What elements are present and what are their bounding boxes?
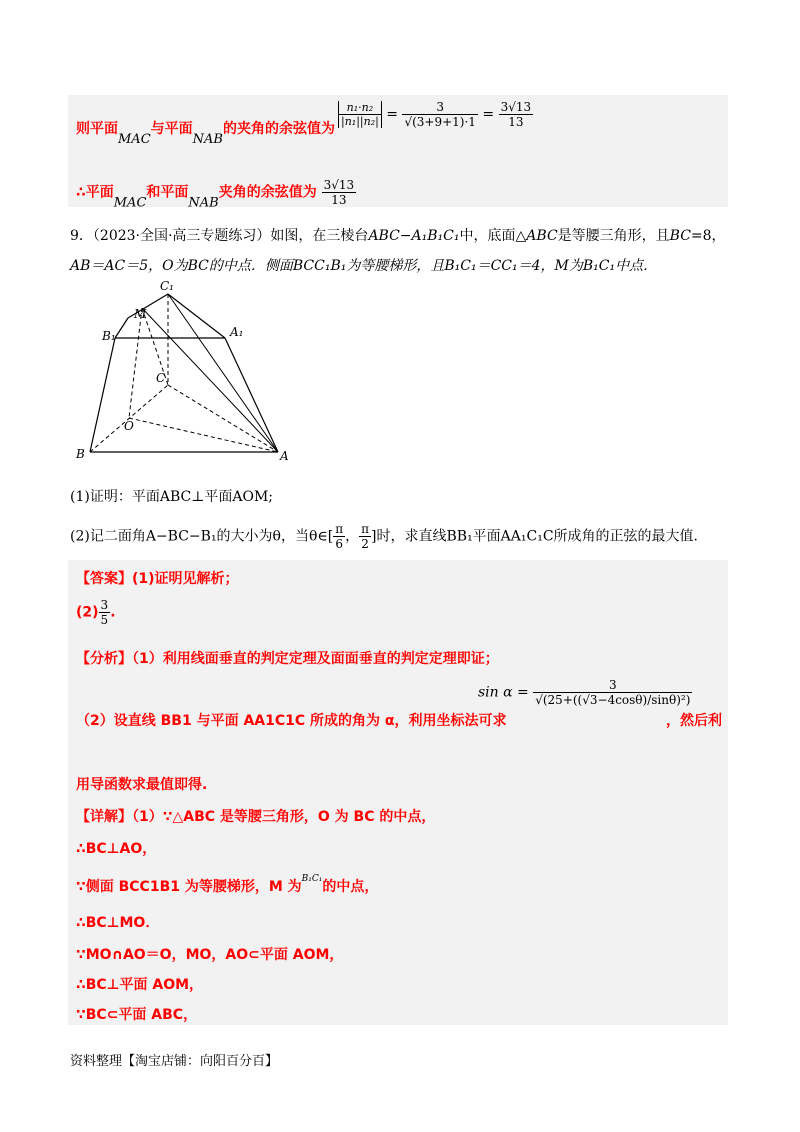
detail-5: ∵MO∩AO＝O，MO，AO⊂平面 AOM， <box>76 947 344 963</box>
detail-1: 【详解】（1）∵△ABC 是等腰三角形，O 为 BC 的中点， <box>76 809 436 825</box>
sin-formula: sin α = $\frac{3}{\text{√(25+((√3−4cosθ)/sinθ)²)}}$ <box>478 678 691 707</box>
analysis-2: （2）设直线 BB1 与平面 AA1C1C 所成的角为 α，利用坐标法可求 <box>76 713 507 729</box>
label-c1: C₁ <box>160 280 174 293</box>
cosine-formula: $\frac{\text{n₁·n₂}}{\text{|n₁||n₂|}}$ = $\frac{3}{√(3+9+1)\cdot 1}$ = $\frac{3√13}{13}$ <box>338 100 533 129</box>
problem-line-1: 9．（2023·全国·高三专题练习）如图，在三棱台ABC−A₁B₁C₁中，底面△ABC是等腰三角形，且BC=8， <box>70 228 726 244</box>
footer-note: 资料整理【淘宝店铺：向阳百分百】 <box>70 1054 279 1069</box>
label-c: C <box>156 371 166 385</box>
label-a1: A₁ <box>230 325 244 339</box>
label-m: M <box>134 307 147 321</box>
analysis-2-end: ，然后利 <box>666 713 722 729</box>
problem-line-2: AB＝AC＝5，O为BC的中点．侧面BCC₁B₁为等腰梯形，且B₁C₁＝CC₁＝4，M为B₁C₁中点． <box>70 258 658 274</box>
label-b: B <box>76 447 85 461</box>
answer-2: (2) $\frac{3}{5}$ . <box>76 598 116 627</box>
label-o: O <box>124 419 134 433</box>
detail-6: ∴BC⊥平面 AOM， <box>76 977 204 993</box>
detail-4: ∴BC⊥MO． <box>76 915 160 931</box>
analysis-3: 用导函数求最值即得. <box>76 777 208 793</box>
cosine-line: 则平面MAC与平面NAB的夹角的余弦值为 <box>76 121 335 147</box>
answer-1: 【答案】(1)证明见解析； <box>76 571 239 587</box>
detail-2: ∴BC⊥AO， <box>76 841 157 857</box>
detail-7: ∵BC⊂平面 ABC， <box>76 1007 198 1023</box>
conclusion-line: ∴平面MAC和平面NAB夹角的余弦值为 $\frac{3√13}{13}$ <box>76 178 355 211</box>
analysis-1: 【分析】（1）利用线面垂直的判定定理及面面垂直的判定定理即证； <box>76 651 499 667</box>
question-1: (1)证明：平面ABC⊥平面AOM; <box>70 489 274 505</box>
label-a: A <box>280 449 289 463</box>
frustum-figure <box>70 280 300 470</box>
question-2: (2)记二面角A−BC−B₁的大小为θ，当θ∈[ $\frac{\pi}{6}$ ， $\frac{\pi}{2}$ ]时，求直线BB₁平面AA₁C₁C所成角的正弦的最大值． <box>70 522 708 551</box>
detail-3: ∵侧面 BCC1B1 为等腰梯形，M 为$^{B_1C_1}$的中点， <box>76 874 379 895</box>
label-b1: B₁ <box>102 329 116 343</box>
